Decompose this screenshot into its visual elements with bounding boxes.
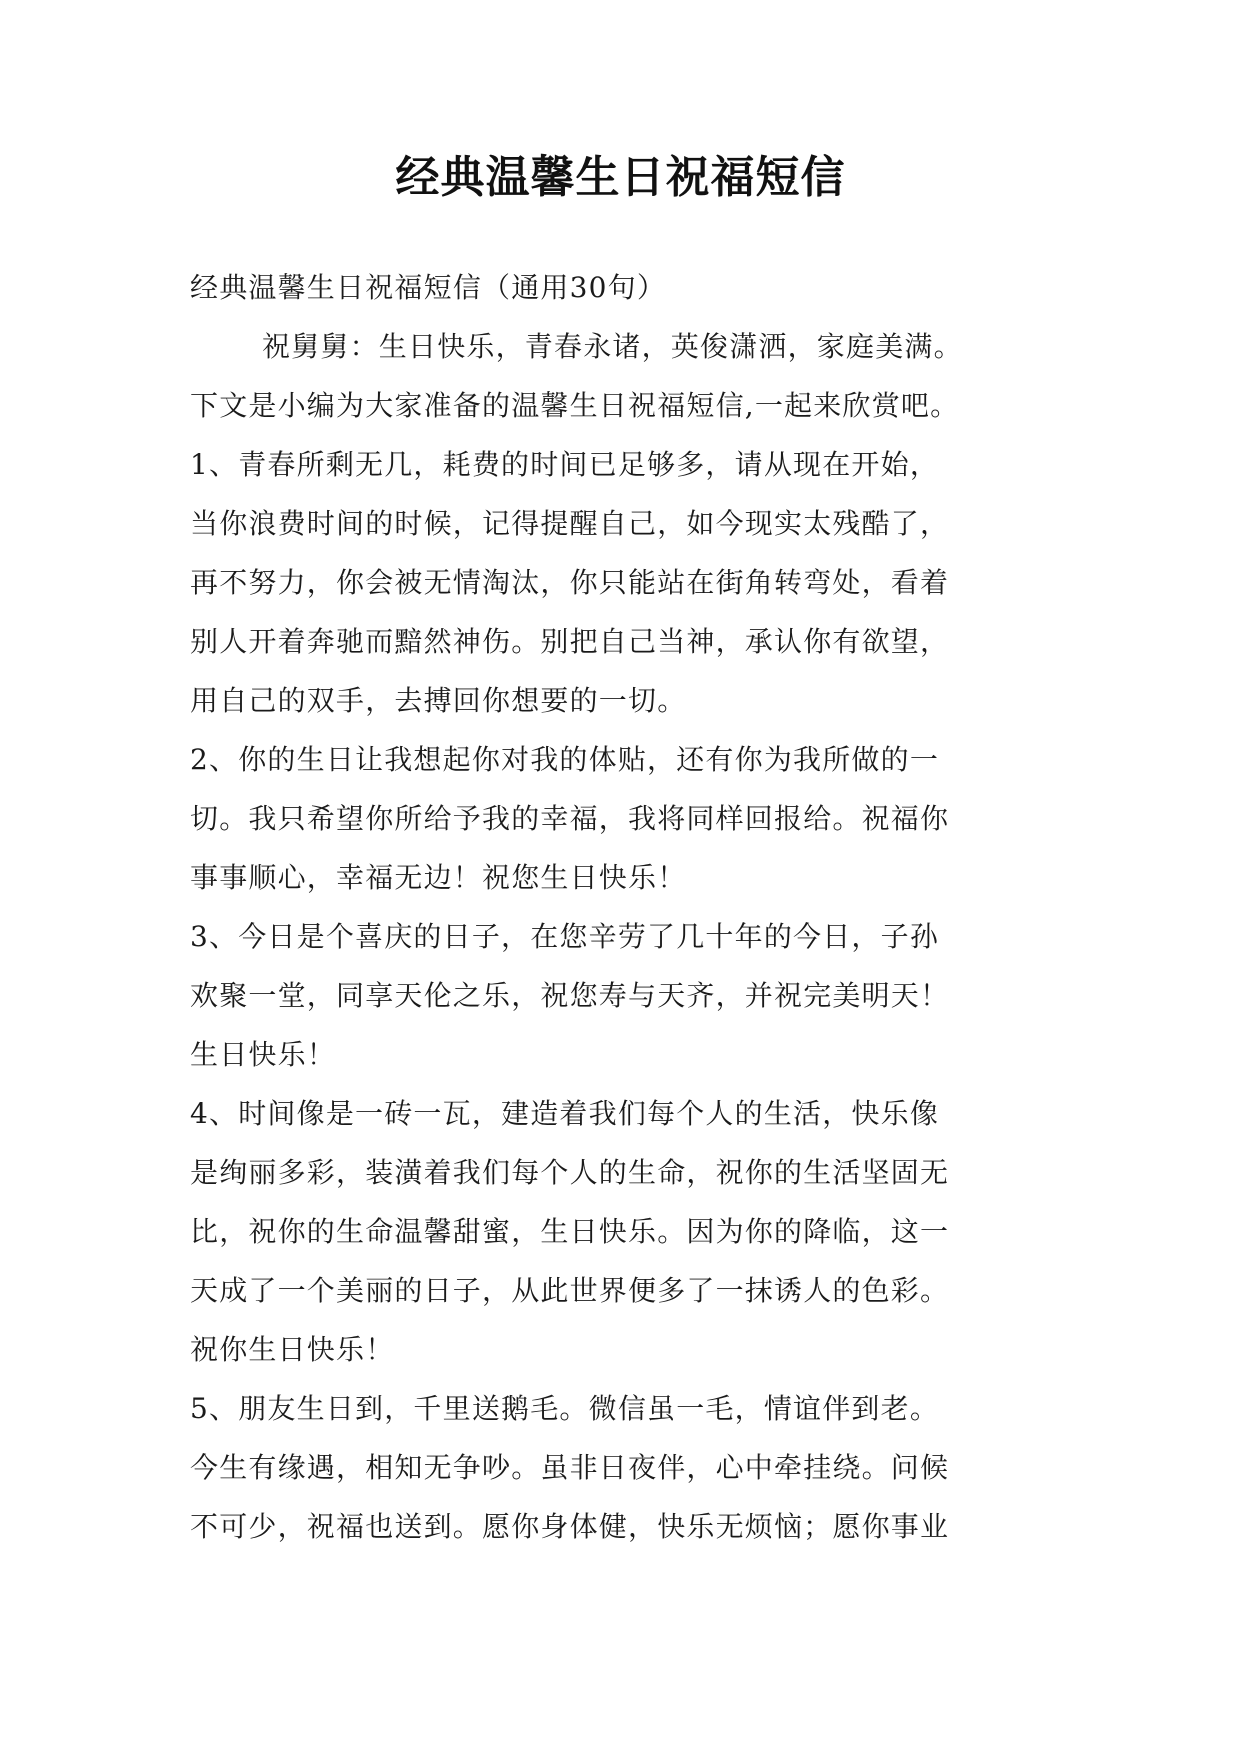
text-line: 2、你的生日让我想起你对我的体贴，还有你为我所做的一: [190, 743, 940, 776]
text-line: 天成了一个美丽的日子，从此世界便多了一抹诱人的色彩。: [190, 1274, 950, 1307]
text-line: 5、朋友生日到，千里送鹅毛。微信虽一毛，情谊伴到老。: [190, 1392, 940, 1425]
text-line: 生日快乐！: [190, 1038, 337, 1071]
document-title: 经典温馨生日祝福短信: [395, 152, 846, 203]
text-line: 欢聚一堂，同享天伦之乐，祝您寿与天齐，并祝完美明天！: [190, 979, 950, 1012]
text-line: 3、今日是个喜庆的日子，在您辛劳了几十年的今日，子孙: [190, 920, 940, 953]
text-line: 当你浪费时间的时候，记得提醒自己，如今现实太残酷了，: [190, 507, 950, 540]
text-line: 切。我只希望你所给予我的幸福，我将同样回报给。祝福你: [190, 802, 950, 835]
text-line: 今生有缘遇，相知无争吵。虽非日夜伴，心中牵挂绕。问候: [190, 1451, 950, 1484]
text-line: 再不努力，你会被无情淘汰，你只能站在街角转弯处，看着: [190, 566, 950, 599]
text-line: 别人开着奔驰而黯然神伤。别把自己当神，承认你有欲望，: [190, 625, 950, 658]
document-body: [190, 258, 1080, 1556]
text-line: 4、时间像是一砖一瓦，建造着我们每个人的生活，快乐像: [190, 1097, 940, 1130]
text-line: 下文是小编为大家准备的温馨生日祝福短信,一起来欣赏吧。: [190, 389, 960, 422]
text-line: 1、青春所剩无几，耗费的时间已足够多，请从现在开始，: [190, 448, 940, 481]
text-line: 不可少，祝福也送到。愿你身体健，快乐无烦恼；愿你事业: [190, 1510, 950, 1543]
text-line: 比，祝你的生命温馨甜蜜，生日快乐。因为你的降临，这一: [190, 1215, 950, 1248]
text-line: 祝你生日快乐！: [190, 1333, 395, 1366]
text-line: 用自己的双手，去搏回你想要的一切。: [190, 684, 687, 717]
text-line: 经典温馨生日祝福短信（通用30句）: [190, 271, 667, 304]
text-line: 事事顺心，幸福无边！祝您生日快乐！: [190, 861, 687, 894]
text-line: 是绚丽多彩，装潢着我们每个人的生命，祝你的生活坚固无: [190, 1156, 950, 1189]
text-line: 祝舅舅：生日快乐，青春永诸，英俊潇洒，家庭美满。: [262, 330, 963, 363]
